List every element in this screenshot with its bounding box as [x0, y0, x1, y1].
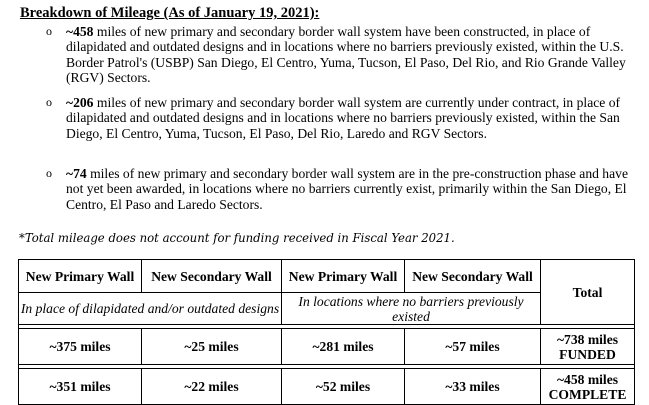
total-miles: ~738 miles — [556, 331, 619, 347]
total-cell — [541, 329, 635, 365]
mileage-amount: ~206 — [66, 95, 94, 110]
table-cell: ~351 miles — [19, 369, 142, 405]
column-header: New Primary Wall — [19, 260, 142, 293]
table-cell: ~375 miles — [19, 329, 142, 365]
bullet-text: miles of new primary and secondary border wall system have been constructed, in place of dilapidated and outdated designs and in locations where no barriers previously existed, within the U.S. Border Patrol's (USBP) San Diego, El Centro, Yuma, Tucson, El Paso, Del Rio, and Rio Grande Valley (RGV) Sectors. — [66, 24, 626, 86]
mileage-heading: Breakdown of Mileage (As of January 19, 2021): — [20, 5, 320, 21]
bullet-circle-icon: o — [46, 166, 52, 180]
table-row — [19, 369, 635, 405]
bullet-text: miles of new primary and secondary border wall system are in the pre-construction phase and have not yet been awarded, in locations where no barriers currently exist, primarily within the San Diego, El Centro, El Paso and Laredo Sectors. — [66, 166, 628, 212]
list-item — [46, 24, 632, 86]
table-header-row — [19, 260, 635, 293]
column-header: New Secondary Wall — [405, 260, 541, 293]
mileage-amount: ~458 — [66, 24, 94, 39]
bullet-text: miles of new primary and secondary border wall system are currently under contract, in place of dilapidated and outdated designs and in locations where no barriers previously existed, within the San Diego, El Centro, Yuma, Tucson, El Paso, Del Rio, Laredo and RGV Sectors. — [66, 95, 621, 141]
total-header: Total — [541, 260, 635, 325]
total-cell — [541, 369, 635, 405]
column-header: New Primary Wall — [282, 260, 405, 293]
table-cell: ~33 miles — [405, 369, 541, 405]
bullet-circle-icon: o — [46, 95, 52, 109]
mileage-amount: ~74 — [66, 166, 87, 181]
table-cell: ~25 miles — [142, 329, 282, 365]
replacement-subheader: In place of dilapidated and/or outdated designs — [19, 293, 282, 325]
funding-footnote: *Total mileage does not account for funding received in Fiscal Year 2021. — [19, 231, 455, 245]
total-status: FUNDED — [559, 346, 616, 362]
table-row — [19, 329, 635, 365]
table-cell: ~281 miles — [282, 329, 405, 365]
bullet-circle-icon: o — [46, 24, 52, 38]
table-cell: ~52 miles — [282, 369, 405, 405]
column-header: New Secondary Wall — [142, 260, 282, 293]
new-locations-subheader: In locations where no barriers previously existed — [282, 293, 541, 325]
mileage-table — [18, 259, 635, 405]
list-item — [46, 95, 632, 141]
table-cell: ~57 miles — [405, 329, 541, 365]
total-status: COMPLETE — [548, 386, 627, 402]
total-miles: ~458 miles — [556, 371, 619, 387]
list-item — [46, 166, 632, 212]
table-cell: ~22 miles — [142, 369, 282, 405]
